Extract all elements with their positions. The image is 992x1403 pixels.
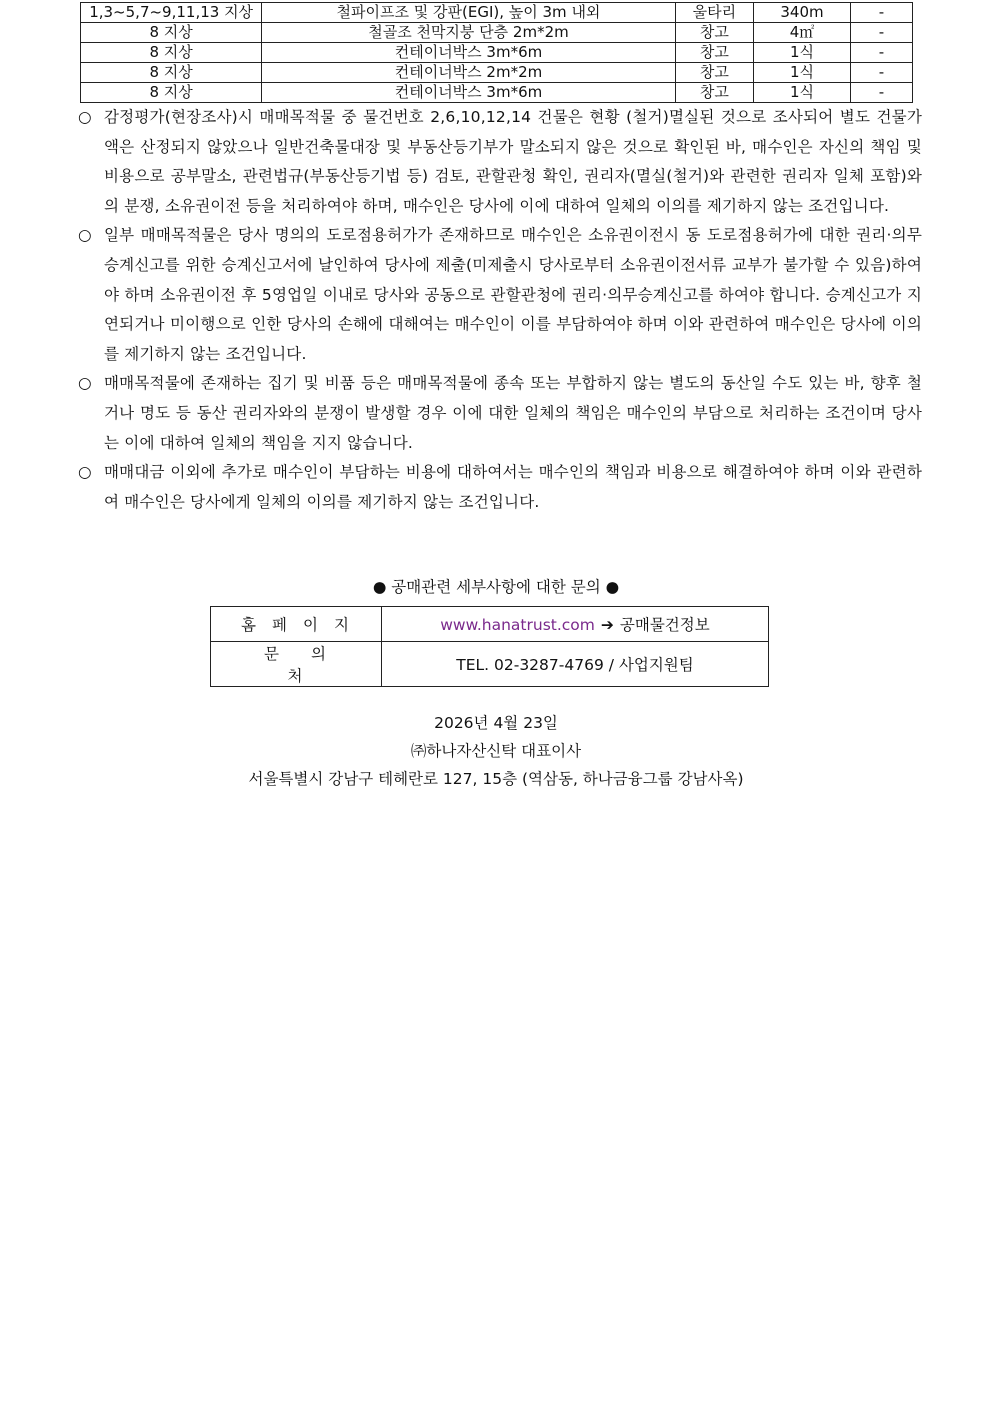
table-cell-structure: 철골조 천막지붕 단층 2m*2m [262,23,675,43]
table-cell-size: 1식 [754,83,851,103]
table-cell-size: 1식 [754,63,851,83]
table-cell-location: 1,3~5,7~9,11,13 지상 [81,3,262,23]
table-cell-remark: - [850,63,912,83]
table-row [81,43,913,63]
table-cell-remark: - [850,83,912,103]
circle-bullet-icon: ○ [78,374,92,393]
note-item [78,369,922,458]
circle-bullet-icon: ○ [78,463,92,482]
table-row [81,63,913,83]
contact-label: 문의처 [211,642,382,687]
notes-list [78,103,922,517]
company-address: 서울특별시 강남구 테헤란로 127, 15층 (역삼동, 하나금융그룹 강남사옥) [248,770,744,788]
table-cell-size: 4㎡ [754,23,851,43]
table-cell-structure: 철파이프조 및 강판(EGI), 높이 3m 내외 [262,3,675,23]
table-cell-usage: 울타리 [675,3,753,23]
table-row [211,642,769,687]
table-row [211,607,769,642]
table-cell-usage: 창고 [675,83,753,103]
table-cell-location: 8 지상 [81,23,262,43]
homepage-menu-text: 공매물건정보 [619,616,710,634]
inquiry-table [210,606,769,687]
homepage-cell [382,607,769,642]
table-row [81,3,913,23]
contact-value: TEL. 02-3287-4769 / 사업지원팀 [382,642,769,687]
footer [0,709,992,793]
issue-date: 2026년 4월 23일 [434,714,558,732]
table-row [81,23,913,43]
note-item [78,103,922,221]
homepage-link[interactable]: www.hanatrust.com [440,616,595,634]
table-cell-structure: 컨테이너박스 3m*6m [262,43,675,63]
note-item [78,458,922,517]
note-text: 매매목적물에 존재하는 집기 및 비품 등은 매매목적물에 종속 또는 부합하지 않는 별도의 동산일 수도 있는 바, 향후 철거나 명도 등 동산 권리자와의 분쟁이 발생할 경우 이에 대한 일체의 책임은 매수인의 부담으로 처리하는 조건이며 당사는 이에 대하여 일체의 책임을 지지 않습니다. [104,374,922,452]
table-cell-usage: 창고 [675,63,753,83]
note-text: 감정평가(현장조사)시 매매목적물 중 물건번호 2,6,10,12,14 건물은 현황 (철거)멸실된 것으로 조사되어 별도 건물가액은 산정되지 않았으나 일반건축물대장 및 부동산등기부가 말소되지 않은 것으로 확인된 바, 매수인은 자신의 책임 및 비용으로 공부말소, 관련법규(부동산등기법 등) 검토, 관할관청 확인, 권리자(멸실(철거)와 관련한 권리자 일체 포함)와의 분쟁, 소유권이전 등을 처리하여야 하며, 매수인은 당사에 이에 대하여 일체의 이의를 제기하지 않는 조건입니다. [104,108,922,215]
table-cell-size: 340m [754,3,851,23]
table-cell-remark: - [850,3,912,23]
note-text: 매매대금 이외에 추가로 매수인이 부담하는 비용에 대하여서는 매수인의 책임과 비용으로 해결하여야 하며 이와 관련하여 매수인은 당사에게 일체의 이의를 제기하지 않는 조건입니다. [104,463,922,511]
table-cell-structure: 컨테이너박스 2m*2m [262,63,675,83]
note-item [78,221,922,369]
table-cell-location: 8 지상 [81,43,262,63]
table-cell-usage: 창고 [675,43,753,63]
property-table [80,2,913,103]
table-cell-remark: - [850,43,912,63]
table-cell-location: 8 지상 [81,63,262,83]
table-cell-size: 1식 [754,43,851,63]
company-name: ㈜하나자산신탁 대표이사 [410,742,582,760]
circle-bullet-icon: ○ [78,108,92,126]
table-row [81,83,913,103]
circle-bullet-icon: ○ [78,226,92,245]
note-text: 일부 매매목적물은 당사 명의의 도로점용허가가 존재하므로 매수인은 소유권이전시 동 도로점용허가에 대한 권리·의무승계신고를 위한 승계신고서에 날인하여 당사에 제출(미제출시 당사로부터 소유권이전서류 교부가 불가할 수 있음)하여야 하며 소유권이전 후 5영업일 이내로 당사와 공동으로 관할관청에 권리·의무승계신고를 하여야 합니다. 승계신고가 지연되거나 미이행으로 인한 당사의 손해에 대해여는 매수인이 이를 부담하여야 하며 이와 관련하여 매수인은 당사에 이의를 제기하지 않는 조건입니다. [104,226,922,363]
table-cell-location: 8 지상 [81,83,262,103]
table-cell-usage: 창고 [675,23,753,43]
inquiry-title: ● 공매관련 세부사항에 대한 문의 ● [372,578,620,596]
table-cell-remark: - [850,23,912,43]
table-cell-structure: 컨테이너박스 3m*6m [262,83,675,103]
arrow-right-icon: ➔ [600,616,614,634]
homepage-label: 홈페이지 [211,607,382,642]
